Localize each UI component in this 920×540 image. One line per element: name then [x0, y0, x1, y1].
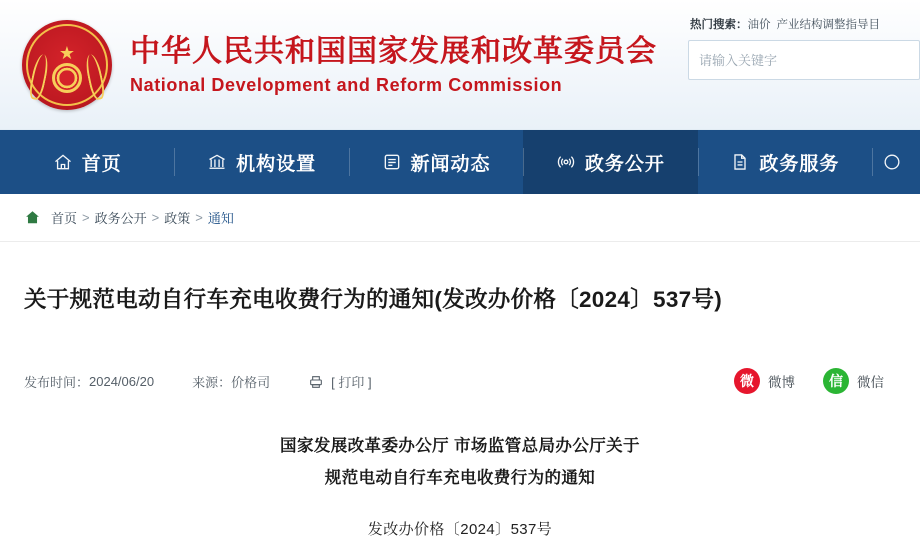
breadcrumb	[0, 194, 920, 242]
share-weibo-button[interactable]	[734, 368, 795, 394]
article	[0, 284, 920, 539]
article-source	[192, 372, 270, 391]
share-wechat-label: 微信	[857, 374, 884, 390]
nav-item-government-services[interactable]	[698, 130, 872, 194]
document-heading-line-2: 规范电动自行车充电收费行为的通知	[324, 468, 596, 487]
share-wechat-button[interactable]	[823, 368, 884, 394]
breadcrumb-sep: >	[82, 210, 90, 225]
hot-search-label: 热门搜索：	[690, 19, 748, 31]
home-icon	[24, 209, 41, 226]
hot-keyword-0[interactable]: 油价	[747, 19, 771, 31]
broadcast-icon	[556, 152, 576, 172]
document-number: 发改办价格〔2024〕537号	[367, 520, 553, 538]
hot-search-line	[688, 16, 920, 32]
site-title-en: National Development and Reform Commission	[130, 74, 563, 95]
page-title: 关于规范电动自行车充电收费行为的通知(发改办价格〔2024〕537号)	[24, 287, 723, 312]
nav-item-home[interactable]	[0, 130, 174, 194]
breadcrumb-item-1[interactable]: 政务公开	[94, 211, 147, 226]
home-icon	[53, 152, 73, 172]
document-icon	[730, 152, 750, 172]
document-heading-line-1: 国家发展改革委办公厅 市场监管总局办公厅关于	[280, 436, 640, 455]
breadcrumb-sep: >	[151, 210, 160, 225]
breadcrumb-item-2[interactable]: 政策	[164, 211, 191, 226]
weibo-glyph: 微	[740, 372, 754, 389]
breadcrumb-item-0[interactable]: 首页	[51, 211, 78, 226]
source-value: 价格司	[231, 375, 271, 390]
share-weibo-label: 微博	[768, 374, 795, 390]
search-zone	[688, 16, 920, 80]
print-button[interactable]	[308, 372, 371, 391]
nav-label-home: 首页	[81, 153, 122, 175]
nav-item-news[interactable]	[349, 130, 523, 194]
wechat-glyph: 信	[829, 372, 843, 389]
publish-time-label: 发布时间：	[24, 375, 90, 390]
publish-time-value: 2024/06/20	[89, 374, 155, 389]
site-header	[0, 0, 920, 130]
site-title-cn: 中华人民共和国国家发展和改革委员会	[130, 35, 657, 69]
hot-keyword-1[interactable]: 产业结构调整指导目	[776, 19, 880, 31]
nav-item-interaction[interactable]	[872, 130, 920, 194]
weibo-icon	[734, 368, 760, 394]
nav-label-organization: 机构设置	[236, 153, 317, 175]
print-label: [ 打印 ]	[331, 375, 372, 390]
article-meta	[24, 368, 896, 396]
site-title-block	[130, 33, 657, 96]
publish-time	[24, 372, 154, 391]
nav-item-organization[interactable]	[174, 130, 348, 194]
news-icon	[382, 152, 402, 172]
nav-label-government-services: 政务服务	[759, 153, 840, 175]
article-body	[24, 430, 896, 539]
interaction-icon	[882, 152, 902, 172]
share-bar	[734, 368, 884, 394]
search-input[interactable]	[689, 41, 919, 79]
search-box[interactable]	[688, 40, 920, 80]
source-label: 来源：	[192, 375, 232, 390]
bank-icon	[207, 152, 227, 172]
nav-label-government-affairs: 政务公开	[584, 153, 665, 175]
wechat-icon	[823, 368, 849, 394]
printer-icon	[308, 374, 324, 390]
nav-item-government-affairs[interactable]	[523, 130, 697, 194]
main-nav	[0, 130, 920, 194]
breadcrumb-sep: >	[195, 210, 203, 225]
breadcrumb-item-3[interactable]: 通知	[207, 211, 234, 226]
national-emblem-icon: ★	[22, 20, 112, 110]
nav-label-news: 新闻动态	[410, 153, 491, 175]
